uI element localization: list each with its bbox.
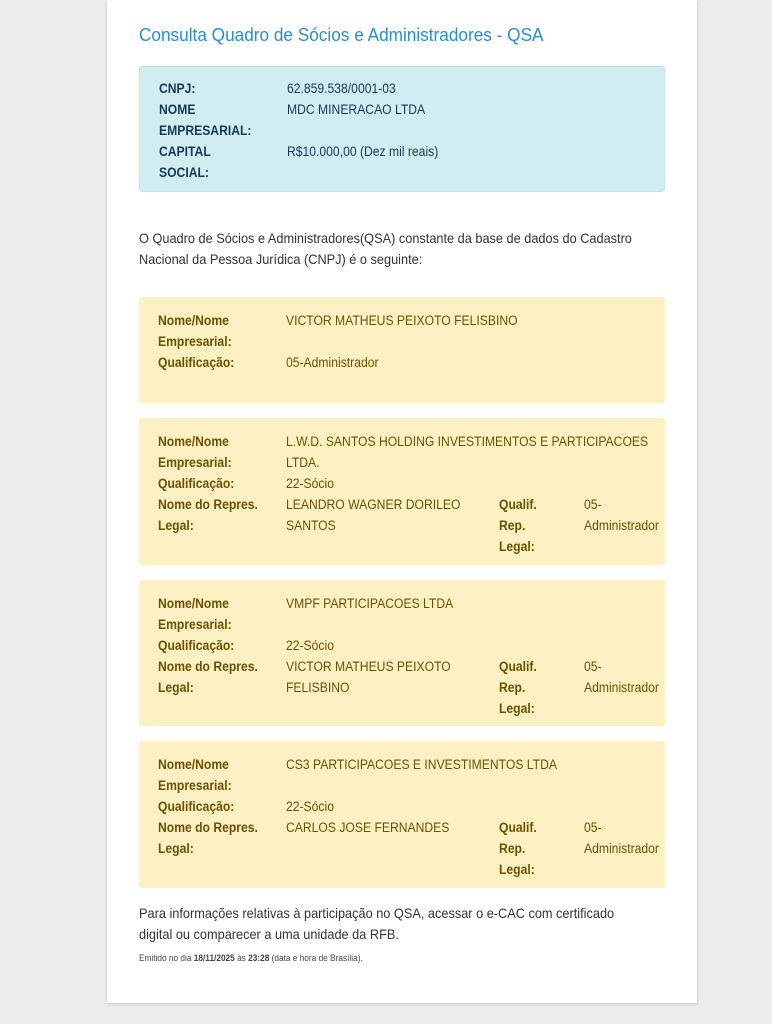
partner-qualification-label: Qualificação: <box>158 638 235 653</box>
footer-note <box>139 903 679 945</box>
rep-qual-label: Qualif. <box>499 820 537 835</box>
rep-qual-value: 05- <box>584 820 602 835</box>
partner-name-label-line2: Empresarial: <box>158 334 232 349</box>
rep-name-label: Nome do Repres. <box>158 497 258 512</box>
rep-name-label: Nome do Repres. <box>158 659 258 674</box>
partner-name-label: Nome/Nome <box>158 757 229 772</box>
intro-paragraph <box>139 228 679 270</box>
page-title: Consulta Quadro de Sócios e Administradores - QSA <box>139 24 544 45</box>
footer-line: digital ou comparecer a uma unidade da RFB. <box>139 926 399 942</box>
rep-name-value-line2: FELISBINO <box>286 680 350 695</box>
partner-qualification-value: 22-Sócio <box>286 799 334 814</box>
partner-card <box>139 580 665 726</box>
rep-qual-value: 05- <box>584 659 602 674</box>
rep-qual-label: Qualif. <box>499 659 537 674</box>
emission-time: 23:28 <box>248 953 270 963</box>
rep-qual-label-line3: Legal: <box>499 862 535 877</box>
rep-qual-label-line2: Rep. <box>499 518 526 533</box>
partner-card <box>139 418 665 565</box>
partner-name-value: VICTOR MATHEUS PEIXOTO FELISBINO <box>286 313 518 328</box>
qsa-document <box>107 0 697 1003</box>
partner-name-label: Nome/Nome <box>158 596 229 611</box>
capital-label-line1: CAPITAL <box>159 144 211 159</box>
company-info-box <box>139 66 665 192</box>
emission-date: 18/11/2025 <box>193 953 235 963</box>
rep-qual-value-line2: Administrador <box>584 841 659 856</box>
partner-name-label-line2: Empresarial: <box>158 455 232 470</box>
emission-prefix: Emitido no dia <box>139 953 194 963</box>
company-name-label-line1: NOME <box>159 102 196 117</box>
intro-line: Nacional da Pessoa Jurídica (CNPJ) é o seguinte: <box>139 251 423 267</box>
rep-qual-value-line2: Administrador <box>584 680 659 695</box>
emission-middle: às <box>234 953 249 963</box>
partner-name-label-line2: Empresarial: <box>158 617 232 632</box>
partner-name-value: CS3 PARTICIPACOES E INVESTIMENTOS LTDA <box>286 757 557 772</box>
rep-qual-label-line3: Legal: <box>499 539 535 554</box>
partner-name-label: Nome/Nome <box>158 434 229 449</box>
rep-qual-value: 05- <box>584 497 602 512</box>
partner-qualification-label: Qualificação: <box>158 799 235 814</box>
rep-qual-value-line2: Administrador <box>584 518 659 533</box>
partner-name-value: L.W.D. SANTOS HOLDING INVESTIMENTOS E PARTICIPACOES <box>286 434 649 449</box>
rep-name-value-line2: SANTOS <box>286 518 336 533</box>
rep-name-label: Nome do Repres. <box>158 820 258 835</box>
cnpj-value: 62.859.538/0001-03 <box>287 81 396 96</box>
partner-name-value: VMPF PARTICIPACOES LTDA <box>286 596 454 611</box>
rep-name-label-line2: Legal: <box>158 841 194 856</box>
rep-name-value: CARLOS JOSE FERNANDES <box>286 820 450 835</box>
partner-name-value-line2: LTDA. <box>286 455 320 470</box>
partner-qualification-value: 22-Sócio <box>286 476 334 491</box>
partner-card <box>139 741 665 888</box>
partner-qualification-label: Qualificação: <box>158 355 235 370</box>
partner-qualification-value: 22-Sócio <box>286 638 334 653</box>
footer-line: Para informações relativas à participação no QSA, acessar o e-CAC com certificado <box>139 905 615 921</box>
partner-name-label-line2: Empresarial: <box>158 778 232 793</box>
capital-label-line2: SOCIAL: <box>159 165 209 180</box>
rep-name-value: VICTOR MATHEUS PEIXOTO <box>286 659 451 674</box>
rep-qual-label-line2: Rep. <box>499 680 526 695</box>
company-name-value: MDC MINERACAO LTDA <box>287 102 426 117</box>
rep-qual-label-line3: Legal: <box>499 701 535 716</box>
rep-name-value: LEANDRO WAGNER DORILEO <box>286 497 461 512</box>
rep-qual-label: Qualif. <box>499 497 537 512</box>
capital-value: R$10.000,00 (Dez mil reais) <box>287 144 439 159</box>
cnpj-label: CNPJ: <box>159 81 196 96</box>
emission-suffix: (data e hora de Brasília). <box>269 953 363 963</box>
partner-name-label: Nome/Nome <box>158 313 229 328</box>
intro-line: O Quadro de Sócios e Administradores(QSA) constante da base de dados do Cadastro <box>139 230 632 246</box>
rep-name-label-line2: Legal: <box>158 518 194 533</box>
partner-qualification-value: 05-Administrador <box>286 355 379 370</box>
partner-qualification-label: Qualificação: <box>158 476 235 491</box>
rep-name-label-line2: Legal: <box>158 680 194 695</box>
partner-card <box>139 297 665 403</box>
rep-qual-label-line2: Rep. <box>499 841 526 856</box>
emission-timestamp <box>139 953 363 963</box>
company-name-label-line2: EMPRESARIAL: <box>159 123 252 138</box>
